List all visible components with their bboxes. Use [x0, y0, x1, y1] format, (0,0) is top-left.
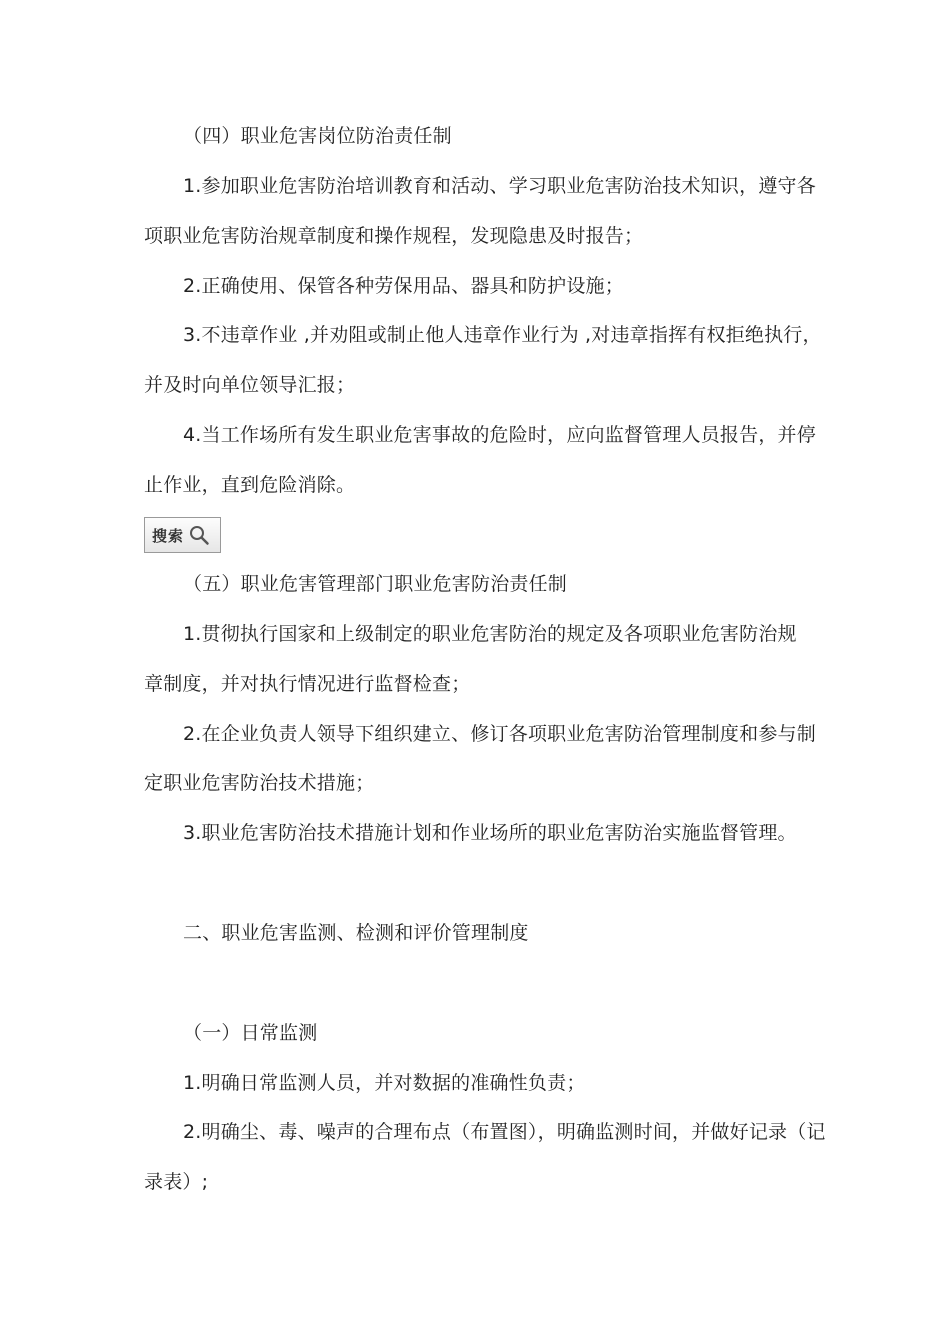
subsection-heading: （一）日常监测	[183, 1022, 318, 1044]
paragraph-line: 3.不违章作业 ,并劝阻或制止他人违章作业行为 ,对违章指挥有权拒绝执行，	[183, 324, 822, 346]
search-button[interactable]	[144, 517, 221, 553]
paragraph-line: 定职业危害防治技术措施；	[144, 772, 375, 794]
section-heading-5: （五）职业危害管理部门职业危害防治责任制	[183, 573, 568, 595]
paragraph-line: 录表）;	[144, 1171, 209, 1193]
paragraph-line: 1.贯彻执行国家和上级制定的职业危害防治的规定及各项职业危害防治规	[183, 623, 797, 645]
paragraph-line: 止作业，直到危险消除。	[144, 474, 356, 496]
paragraph-line: 并及时向单位领导汇报；	[144, 374, 356, 396]
paragraph-line: 2.在企业负责人领导下组织建立、修订各项职业危害防治管理制度和参与制	[183, 723, 816, 745]
search-button-label: 搜索	[152, 526, 185, 545]
paragraph-line: 章制度，并对执行情况进行监督检查；	[144, 673, 471, 695]
paragraph-line: 3.职业危害防治技术措施计划和作业场所的职业危害防治实施监督管理。	[183, 822, 797, 844]
paragraph-line: 2.明确尘、毒、噪声的合理布点（布置图），明确监测时间，并做好记录（记	[183, 1121, 826, 1143]
paragraph-line: 1.参加职业危害防治培训教育和活动、学习职业危害防治技术知识，遵守各	[183, 175, 816, 197]
magnifier-icon	[188, 524, 210, 546]
paragraph-line: 2.正确使用、保管各种劳保用品、器具和防护设施；	[183, 275, 624, 297]
paragraph-line: 1.明确日常监测人员，并对数据的准确性负责；	[183, 1072, 586, 1094]
paragraph-line: 项职业危害防治规章制度和操作规程，发现隐患及时报告；	[144, 225, 644, 247]
paragraph-line: 4.当工作场所有发生职业危害事故的危险时，应向监督管理人员报告，并停	[183, 424, 816, 446]
chapter-heading: 二、职业危害监测、检测和评价管理制度	[183, 922, 529, 944]
section-heading-4: （四）职业危害岗位防治责任制	[183, 125, 452, 147]
